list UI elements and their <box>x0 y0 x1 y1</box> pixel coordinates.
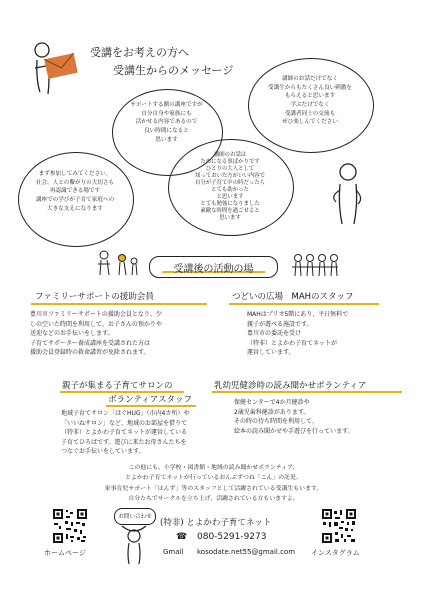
banner-title: 受講後の活動の場 <box>173 264 254 275</box>
section-body-family-support: 豊川市ファミリーサポートの援助会員となり、少 しの空いた時間を利用して、お子さんの預かりや 送迎などのお手伝いをします。 子育てサポーター養成講座を受講された方は 援助会員登録時の救命講習が免除されます。 <box>30 311 162 357</box>
message-text-1: サポートする側の講座ですが 自分自身や家族にも 活かせる内容であるので 良い時間になると 思います <box>130 102 203 143</box>
section-underline-salon-2 <box>106 405 196 407</box>
header-title-line2: 受講生からのメッセージ <box>113 64 234 77</box>
gmail-label: Gmail <box>163 548 184 556</box>
section-body-mah-staff: MAHはプリオ5階にあり、平日無料で 親子が遊べる施設です。 豊川市の委託を受け （特非）とよかわ子育てネットが 運営しています。 <box>247 311 349 357</box>
closing-message: この他にも、小学校・図書館・地域の読み聞かせボランティア、 とよかわ子育てネットが行っているおんぶずつね「こん」の託児、 家事育児サポート「はんず」等のスタッフとして活躍されている受講生もいます。 自分たちでサークルを立ち上げ、活躍されている方もいますよ。 <box>104 465 323 502</box>
message-text-2: 講師のお話だけでなく 受講生からもたくさん良い刺激を もらえると思います 学ぶだけでなく 受講者同士の交流も ぜひ楽しんでください <box>268 76 352 126</box>
email-address[interactable]: kosodate.net55@gmail.com <box>197 548 296 556</box>
message-text-3: まず参加してみてください。 社会、人との繋がりの大切さも 再認識できる場です 講座での学びが子育て家庭への 大きな支えになります <box>35 171 115 212</box>
thinking-figure-illustration <box>318 160 378 230</box>
homepage-label[interactable]: ホームページ <box>44 549 86 557</box>
homepage-qr-code[interactable] <box>52 508 88 544</box>
instagram-qr-code[interactable] <box>321 508 357 544</box>
instagram-label[interactable]: インスタグラム <box>311 549 360 557</box>
activity-banner-people-left <box>92 249 140 279</box>
section-underline-reading-volunteer <box>212 391 402 393</box>
header-title-line1: 受講をお考えの方へ <box>90 46 189 59</box>
section-underline-mah-staff <box>229 303 379 305</box>
section-body-salon: 地域子育てサロン「はぐHUG」（市内4カ所）や 「いいねサロン」など、地域のお部屋を借りて （特非）とよかわ子育てネットが運営している 子育てひろばです。遊びに来たお母さんたちを つなぐお手伝いをしています。 <box>61 410 190 456</box>
section-title-reading-volunteer: 乳幼児健診時の読み聞かせボランティア <box>214 381 367 391</box>
contact-figure-illustration <box>116 522 152 566</box>
activity-banner <box>149 256 278 278</box>
section-underline-family-support <box>31 303 207 305</box>
section-title-mah-staff: つどいの広場 MAHのスタッフ <box>232 292 354 302</box>
activity-banner-people-right <box>290 251 340 279</box>
section-body-reading-volunteer: 保健センターで4か月健診や 2歳児歯科健診があります。 その時の待ち時間を利用して、 絵本の読み聞かせや手遊びを行っています。 <box>234 399 354 435</box>
section-title-salon-line1: 親子が集まる子育てサロンの <box>62 381 173 391</box>
contact-bubble-text: お問い合わせ <box>118 514 152 520</box>
phone-icon: ☎ <box>176 532 188 542</box>
section-title-salon-line2: ボランティアスタッフ <box>108 395 192 405</box>
message-text-4: 講師のお話は ためになる事ばかりです ひとりの大人として 知っておいた方がいい内容で 自分が子育て中の時だったら とても助かった と思います とても勉強になりました 素敵な時間を過ごせると 思います <box>194 152 266 222</box>
section-title-family-support: ファミリーサポートの援助会員 <box>35 292 154 302</box>
header-figure-envelope <box>32 40 80 98</box>
phone-number[interactable]: 080-5291-9273 <box>197 532 267 542</box>
org-name: (特非) とよかわ子育てネット <box>160 518 272 528</box>
